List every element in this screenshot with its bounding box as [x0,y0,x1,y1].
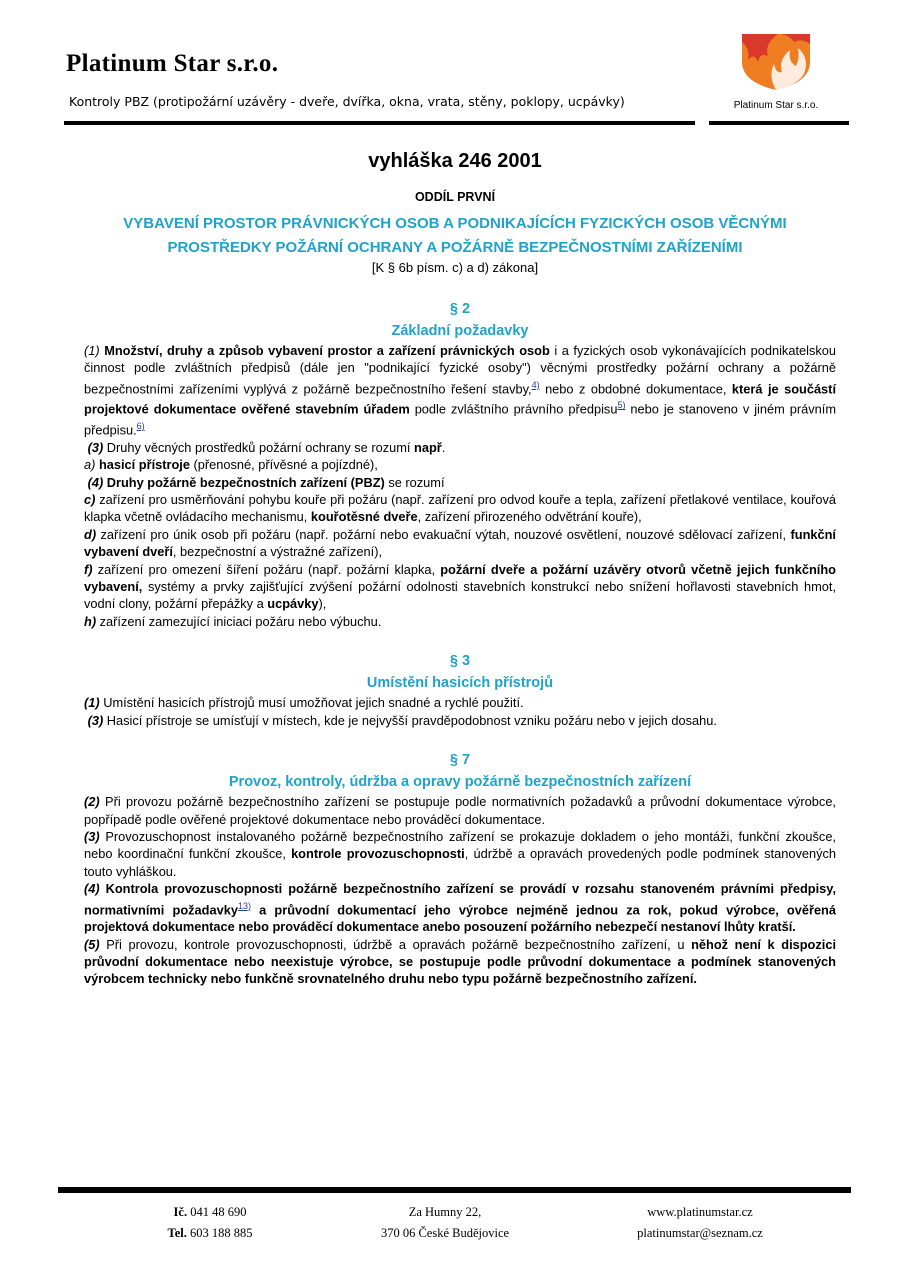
footer-ic: Ič. 041 48 690 [173,1205,247,1219]
footnote-link[interactable]: 4) [531,379,540,390]
p7-article-2: (2) Při provozu požárně bezpečnostního zařízení se postupuje podle normativních požadavků a průvodní dokumentace výrobce, popřípadě podle ověřené projektové dokumentace nebo prováděcí dokumentace. [84,794,836,827]
p2-list-c: c) zařízení pro usměrňování pohybu kouře při požáru (např. zařízení pro odvod kouře a tepla, zařízení přetlakové ventilace, kouřová klapka včetně ovládacího mechanismu, kouřotěsné dveře, zařízení přirozeného odvětrání kouře), [84,492,836,525]
footnote-link[interactable]: 6) [136,421,145,432]
p2-article-3: (3) Druhy věcných prostředků požární ochrany se rozumí např. [87,439,446,455]
section-title-line-1: VYBAVENÍ PROSTOR PRÁVNICKÝCH OSOB A PODNIKAJÍCÍCH FYZICKÝCH OSOB VĚCNÝMI [123,215,787,232]
footer-website-link[interactable]: www.platinumstar.cz [647,1205,753,1219]
footnote-link[interactable]: 5) [617,400,626,411]
p3-article-3: (3) Hasicí přístroje se umísťují v místech, kde je nejvyšší pravděpodobnost vzniku požáru nebo v jejich dosahu. [87,712,717,728]
footer-web-contacts [600,1202,800,1244]
part-label: ODDÍL PRVNÍ [414,190,496,204]
section-reference: [K § 6b písm. c) a d) zákona] [371,260,539,275]
company-subtitle: Kontroly PBZ (protipožární uzávěry - dveře, dvířka, okna, vrata, stěny, poklopy, ucpávky) [69,94,625,109]
p2-list-d: d) zařízení pro únik osob při požáru (např. požární nebo evakuační výtah, nouzové osvětlení, nouzové sdělovací zařízení, funkční vybavení dveří, bezpečnostní a výstražné zařízení), [84,526,836,560]
footer-rule [58,1187,851,1193]
p2-list-h: h) zařízení zamezující iniciaci požáru nebo výbuchu. [84,613,382,629]
paragraph-3-number: § 3 [449,653,471,670]
header-rule-left [64,121,695,125]
paragraph-2-number: § 2 [449,301,471,317]
footnote-link[interactable]: 13) [237,900,251,911]
section-title [60,212,850,260]
company-name: Platinum Star s.r.o. [66,50,279,77]
p2-list-a: a) hasicí přístroje (přenosné, přívěsné a pojízdné), [84,457,378,473]
footer-email-link[interactable]: platinumstar@seznam.cz [637,1226,763,1240]
p7-article-5: (5) Při provozu, kontrole provozuschopnosti, údržbě a opravách požárně bezpečnostního zařízení, u něhož není k dispozici průvodní dokumentace nebo neexistuje výrobce, se postupuje podle průvodní dokumentace a podmínek stanovených výrobcem technicky nebo funkčně srovnatelného druhu nebo typu požárně bezpečnostního zařízení. [84,936,837,987]
paragraph-7-heading: Provoz, kontroly, údržba a opravy požárně bezpečnostních zařízení [228,774,692,791]
document-body [84,298,836,988]
footer-street: Za Humny 22, [408,1205,482,1219]
p2-list-f: f) zařízení pro omezení šíření požáru (např. požární klapka, požární dveře a požární uzávěry otvorů včetně jejich funkčního vybavení, systémy a prvky zajišťující zvýšení požární odolnosti stavebních konstrukcí nebo snížení hořlavosti stavebních hmot, vodní clony, požární přepážky a ucpávky), [84,561,836,612]
footer-tel: Tel. 603 188 885 [167,1226,253,1240]
header-rule-right [709,121,849,125]
p7-article-4: (4) Kontrola provozuschopnosti požárně bezpečnostního zařízení se provádí v rozsahu stanoveném právními předpisy, normativními požadavky$^{13)}$ a průvodní dokumentací jeho výrobce nejméně jednou za rok, pokud výrobce, ověřená projektová dokumentace nebo prováděcí dokumentace anebo posouzení požárního nebezpečí nestanoví lhůty kratší. [84,881,836,935]
p2-article-1: (1) Množství, druhy a způsob vybavení prostor a zařízení právnických osob i a fyzických osob vykonávajících podnikatelskou činnost podle zvláštních předpisů (dále jen "podnikající fyzické osoby") věcnými prostředky požární ochrany a požárně bezpečnostními zařízeními vyplývá z požárně bezpečnostního řešení stavby,$^{4)}$ nebo z obdobné dokumentace, která je součástí projektové dokumentace ověřené stavebním úřadem podle zvláštního právního předpisu$^{5)}$ nebo je stanoveno v jiném právním předpisu.$^{6)}$ [84,343,836,438]
document-title: vyhláška 246 2001 [368,150,542,172]
logo-caption: Platinum Star s.r.o. [733,100,819,111]
footer-address [340,1202,550,1244]
section-title-line-2: PROSTŘEDKY POŽÁRNÍ OCHRANY A POŽÁRNĚ BEZPEČNOSTNÍMI ZAŘÍZENÍMI [167,239,743,256]
paragraph-2-heading: Základní požadavky [391,323,529,339]
paragraph-3-heading: Umístění hasicích přístrojů [366,675,554,692]
footer-contacts [140,1202,280,1244]
paragraph-7-number: § 7 [449,752,471,769]
p3-article-1: (1) Umístění hasicích přístrojů musí umožňovat jejich snadné a rychlé použití. [84,695,524,711]
p7-article-3: (3) Provozuschopnost instalovaného požárně bezpečnostního zařízení se prokazuje dokladem o jeho montáži, funkční zkoušce, nebo koordinační funkční zkoušce, kontrole provozuschopnosti, údržbě a opravách provedených podle podmínek stanovených touto vyhláškou. [84,828,836,879]
flame-shield-logo-icon [738,30,814,92]
p2-article-4: (4) Druhy požárně bezpečnostních zařízení (PBZ) se rozumí [87,474,445,490]
footer-city: 370 06 České Budějovice [380,1226,510,1240]
